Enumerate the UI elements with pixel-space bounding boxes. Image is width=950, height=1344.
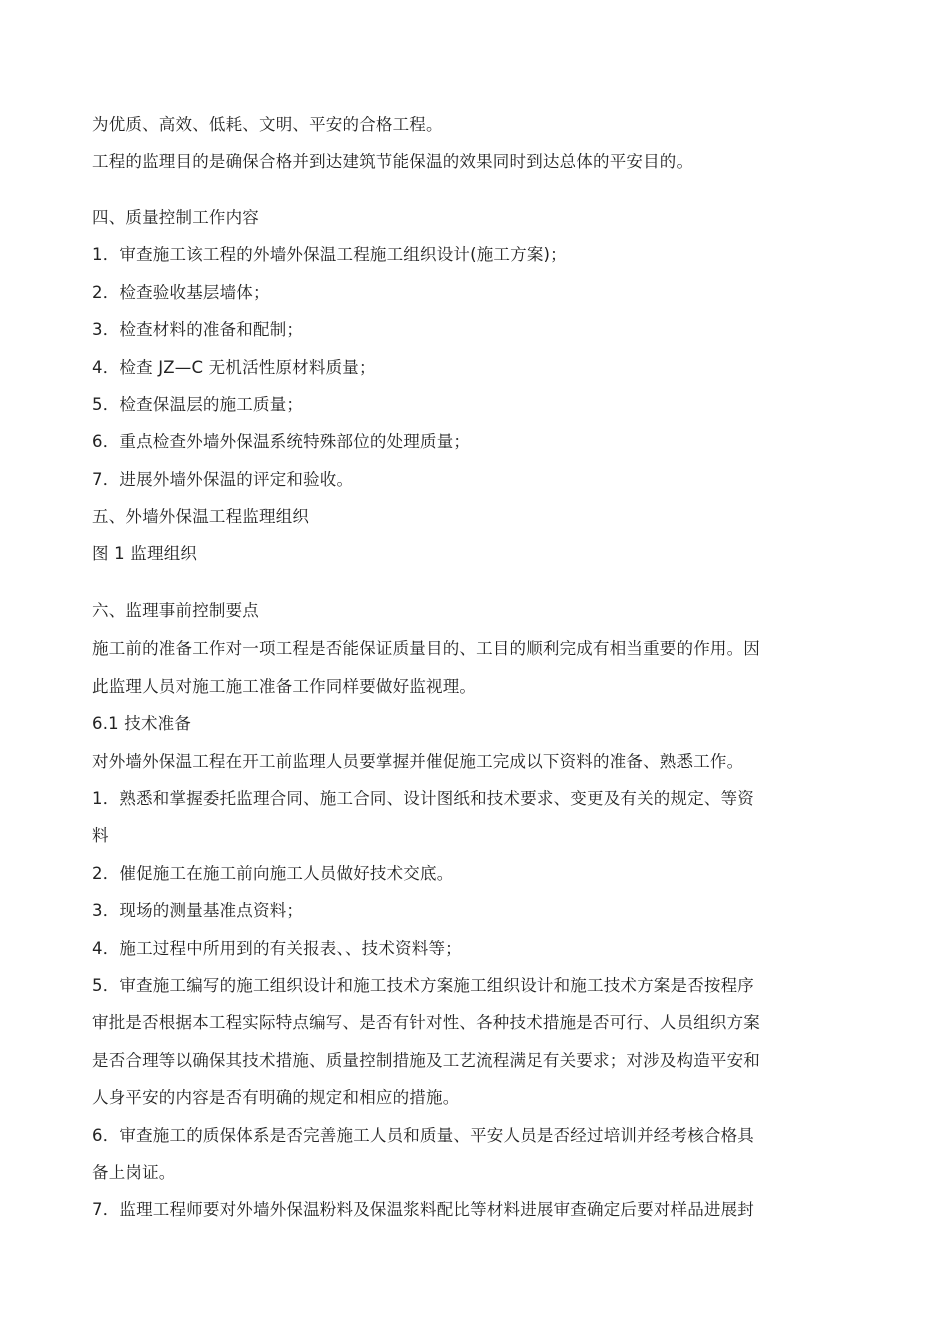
list-item: 5．审查施工编写的施工组织设计和施工技术方案施工组织设计和施工技术方案是否按程序 — [92, 976, 754, 995]
paragraph-line: 工程的监理目的是确保合格并到达建筑节能保温的效果同时到达总体的平安目的。 — [92, 152, 694, 171]
section-heading: 四、质量控制工作内容 — [92, 208, 259, 227]
list-item: 6．重点检查外墙外保温系统特殊部位的处理质量； — [92, 432, 471, 451]
list-item: 7．进展外墙外保温的评定和验收。 — [92, 470, 354, 489]
paragraph-line: 对外墙外保温工程在开工前监理人员要掌握并催促施工完成以下资料的准备、熟悉工作。 — [92, 752, 744, 771]
list-item: 6．审查施工的质保体系是否完善施工人员和质量、平安人员是否经过培训并经考核合格具 — [92, 1126, 754, 1145]
list-item: 2．催促施工在施工前向施工人员做好技术交底。 — [92, 864, 454, 883]
list-item: 1．熟悉和掌握委托监理合同、施工合同、设计图纸和技术要求、变更及有关的规定、等资 — [92, 789, 754, 808]
subsection-heading: 6.1 技术准备 — [92, 714, 192, 733]
list-item: 7．监理工程师要对外墙外保温粉料及保温浆料配比等材料进展审查确定后要对样品进展封 — [92, 1200, 754, 1219]
paragraph-line: 为优质、高效、低耗、文明、平安的合格工程。 — [92, 115, 443, 134]
list-item: 1．审查施工该工程的外墙外保温工程施工组织设计(施工方案)； — [92, 245, 567, 264]
list-item-continuation: 审批是否根据本工程实际特点编写、是否有针对性、各种技术措施是否可行、人员组织方案 — [92, 1013, 760, 1032]
list-item: 3．检查材料的准备和配制； — [92, 320, 304, 339]
list-item: 4．施工过程中所用到的有关报表、、技术资料等； — [92, 939, 462, 958]
list-item-continuation: 料 — [92, 826, 109, 845]
paragraph-line: 施工前的准备工作对一项工程是否能保证质量目的、工目的顺利完成有相当重要的作用。因 — [92, 639, 760, 658]
figure-caption: 图 1 监理组织 — [92, 544, 198, 563]
list-item: 2．检查验收基层墙体； — [92, 283, 270, 302]
list-item: 4．检查 JZ—C 无机活性原材料质量； — [92, 358, 376, 377]
list-item: 5．检查保温层的施工质量； — [92, 395, 304, 414]
list-item: 3．现场的测量基准点资料； — [92, 901, 304, 920]
section-heading: 五、外墙外保温工程监理组织 — [92, 507, 310, 526]
list-item-continuation: 是否合理等以确保其技术措施、质量控制措施及工艺流程满足有关要求；对涉及构造平安和 — [92, 1051, 760, 1070]
list-item-continuation: 备上岗证。 — [92, 1163, 176, 1182]
section-heading: 六、监理事前控制要点 — [92, 601, 259, 620]
paragraph-line: 此监理人员对施工施工准备工作同样要做好监视理。 — [92, 677, 477, 696]
list-item-continuation: 人身平安的内容是否有明确的规定和相应的措施。 — [92, 1088, 460, 1107]
